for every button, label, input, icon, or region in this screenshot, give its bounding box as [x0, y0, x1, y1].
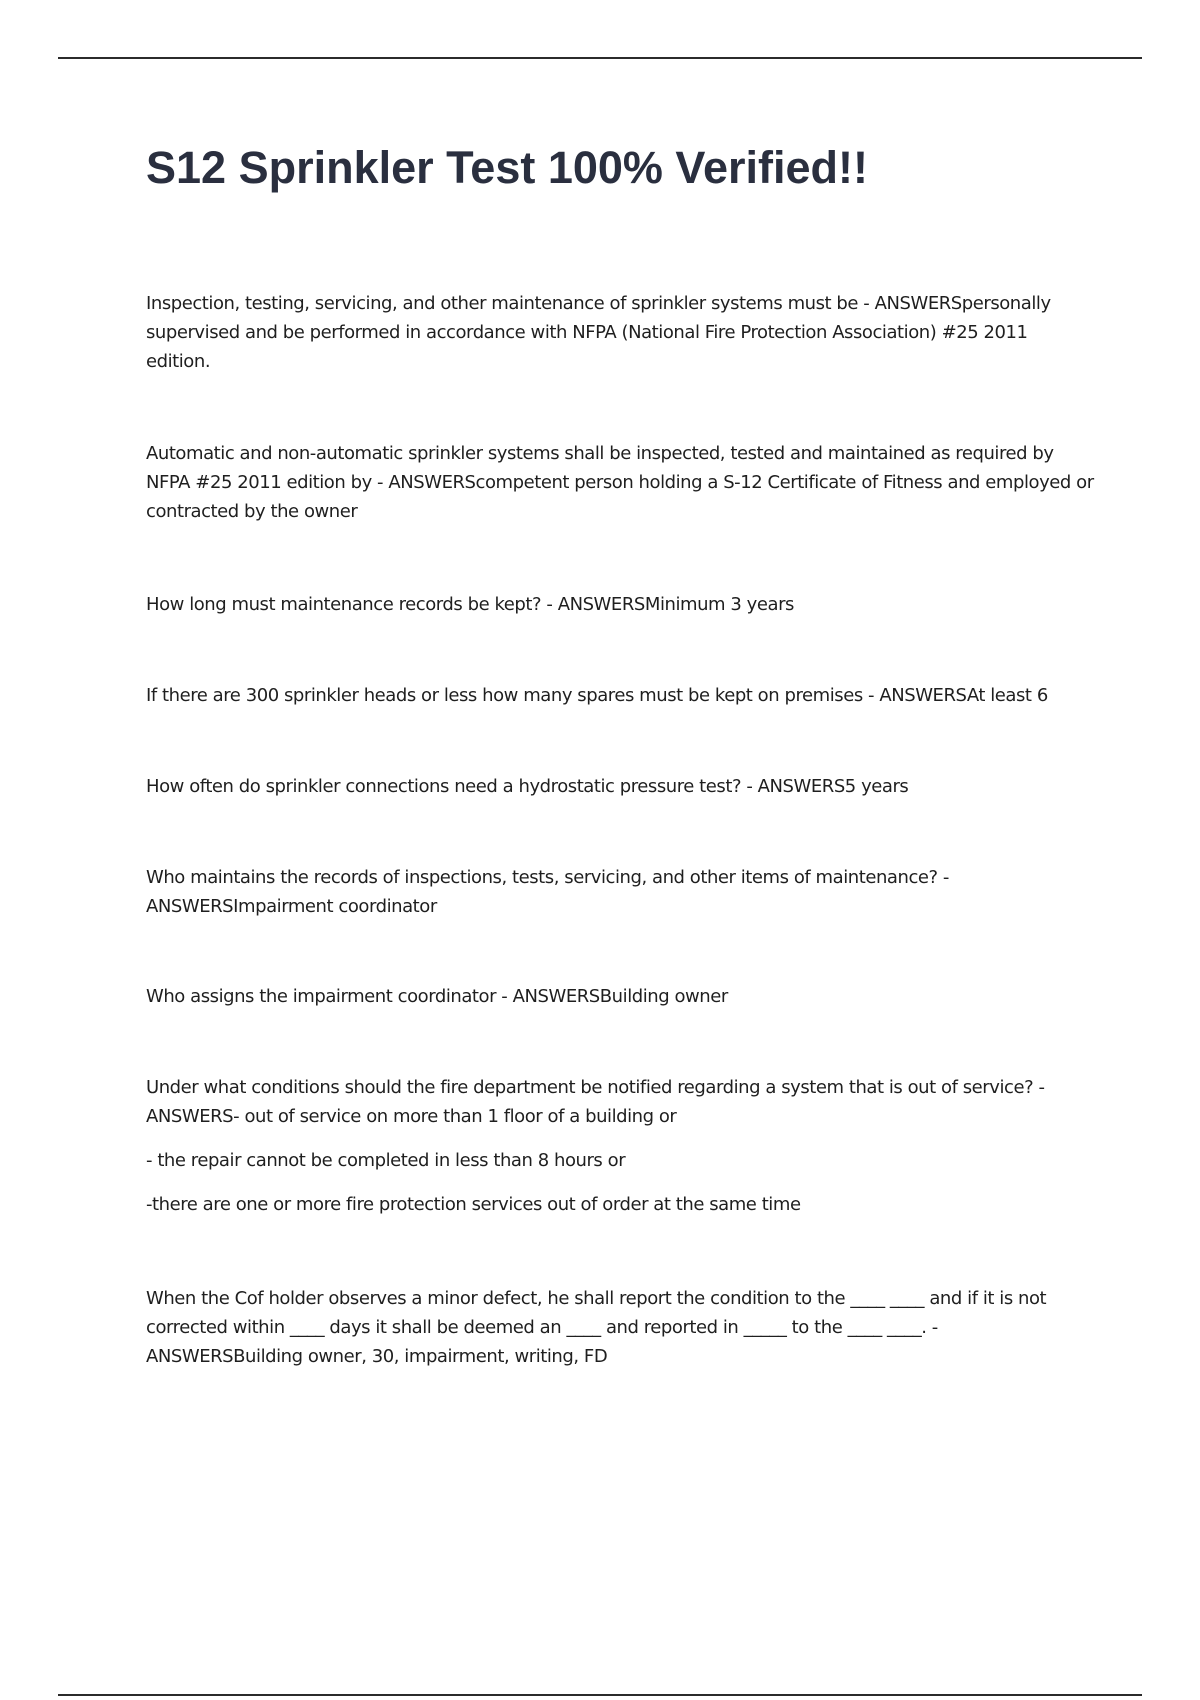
qa-text: Under what conditions should the fire department be notified regarding a system that is out of service? - ANSWERS- out of service on more than 1 floor of a building or: [146, 1077, 1045, 1127]
qa-text: Who assigns the impairment coordinator - ANSWERSBuilding owner: [146, 986, 728, 1007]
qa-text: - the repair cannot be completed in less than 8 hours or: [146, 1150, 626, 1171]
qa-text: If there are 300 sprinkler heads or less how many spares must be kept on premises - ANSWERSAt least 6: [146, 685, 1048, 706]
qa-text: -there are one or more fire protection services out of order at the same time: [146, 1194, 801, 1215]
bottom-rule: [58, 1694, 1142, 1696]
qa-text: When the Cof holder observes a minor defect, he shall report the condition to the ____ ____ and if it is not corrected within ____ days it shall be deemed an ____ and reported in _____ to the ____ ____. - ANSWERSBuilding owner, 30, impairment, writing, FD: [146, 1288, 1047, 1367]
qa-text: Automatic and non-automatic sprinkler systems shall be inspected, tested and maintained as required by NFPA #25 2011 edition by - ANSWERScompetent person holding a S-12 Certificate of Fitness and employed or contracted by the owner: [146, 443, 1094, 522]
qa-item-9: [146, 1284, 1096, 1371]
qa-text: How often do sprinkler connections need a hydrostatic pressure test? - ANSWERS5 years: [146, 776, 909, 797]
qa-item-6: [146, 863, 1096, 921]
top-rule: [58, 57, 1142, 59]
document-title: S12 Sprinkler Test 100% Verified!!: [146, 142, 868, 193]
qa-item-5: [146, 772, 1096, 801]
qa-item-8: [146, 1073, 1096, 1219]
qa-text: Inspection, testing, servicing, and other maintenance of sprinkler systems must be - ANSWERSpersonally supervised and be performed in accordance with NFPA (National Fire Protection Association) #25 2011 edition.: [146, 293, 1051, 372]
qa-item-1: [146, 289, 1096, 376]
qa-text: Who maintains the records of inspections, tests, servicing, and other items of maintenance? - ANSWERSImpairment coordinator: [146, 867, 949, 917]
qa-item-4: [146, 681, 1096, 710]
qa-item-2: [146, 439, 1096, 526]
qa-item-7: [146, 982, 1096, 1011]
qa-text: How long must maintenance records be kept? - ANSWERSMinimum 3 years: [146, 594, 794, 615]
qa-item-3: [146, 590, 1096, 619]
